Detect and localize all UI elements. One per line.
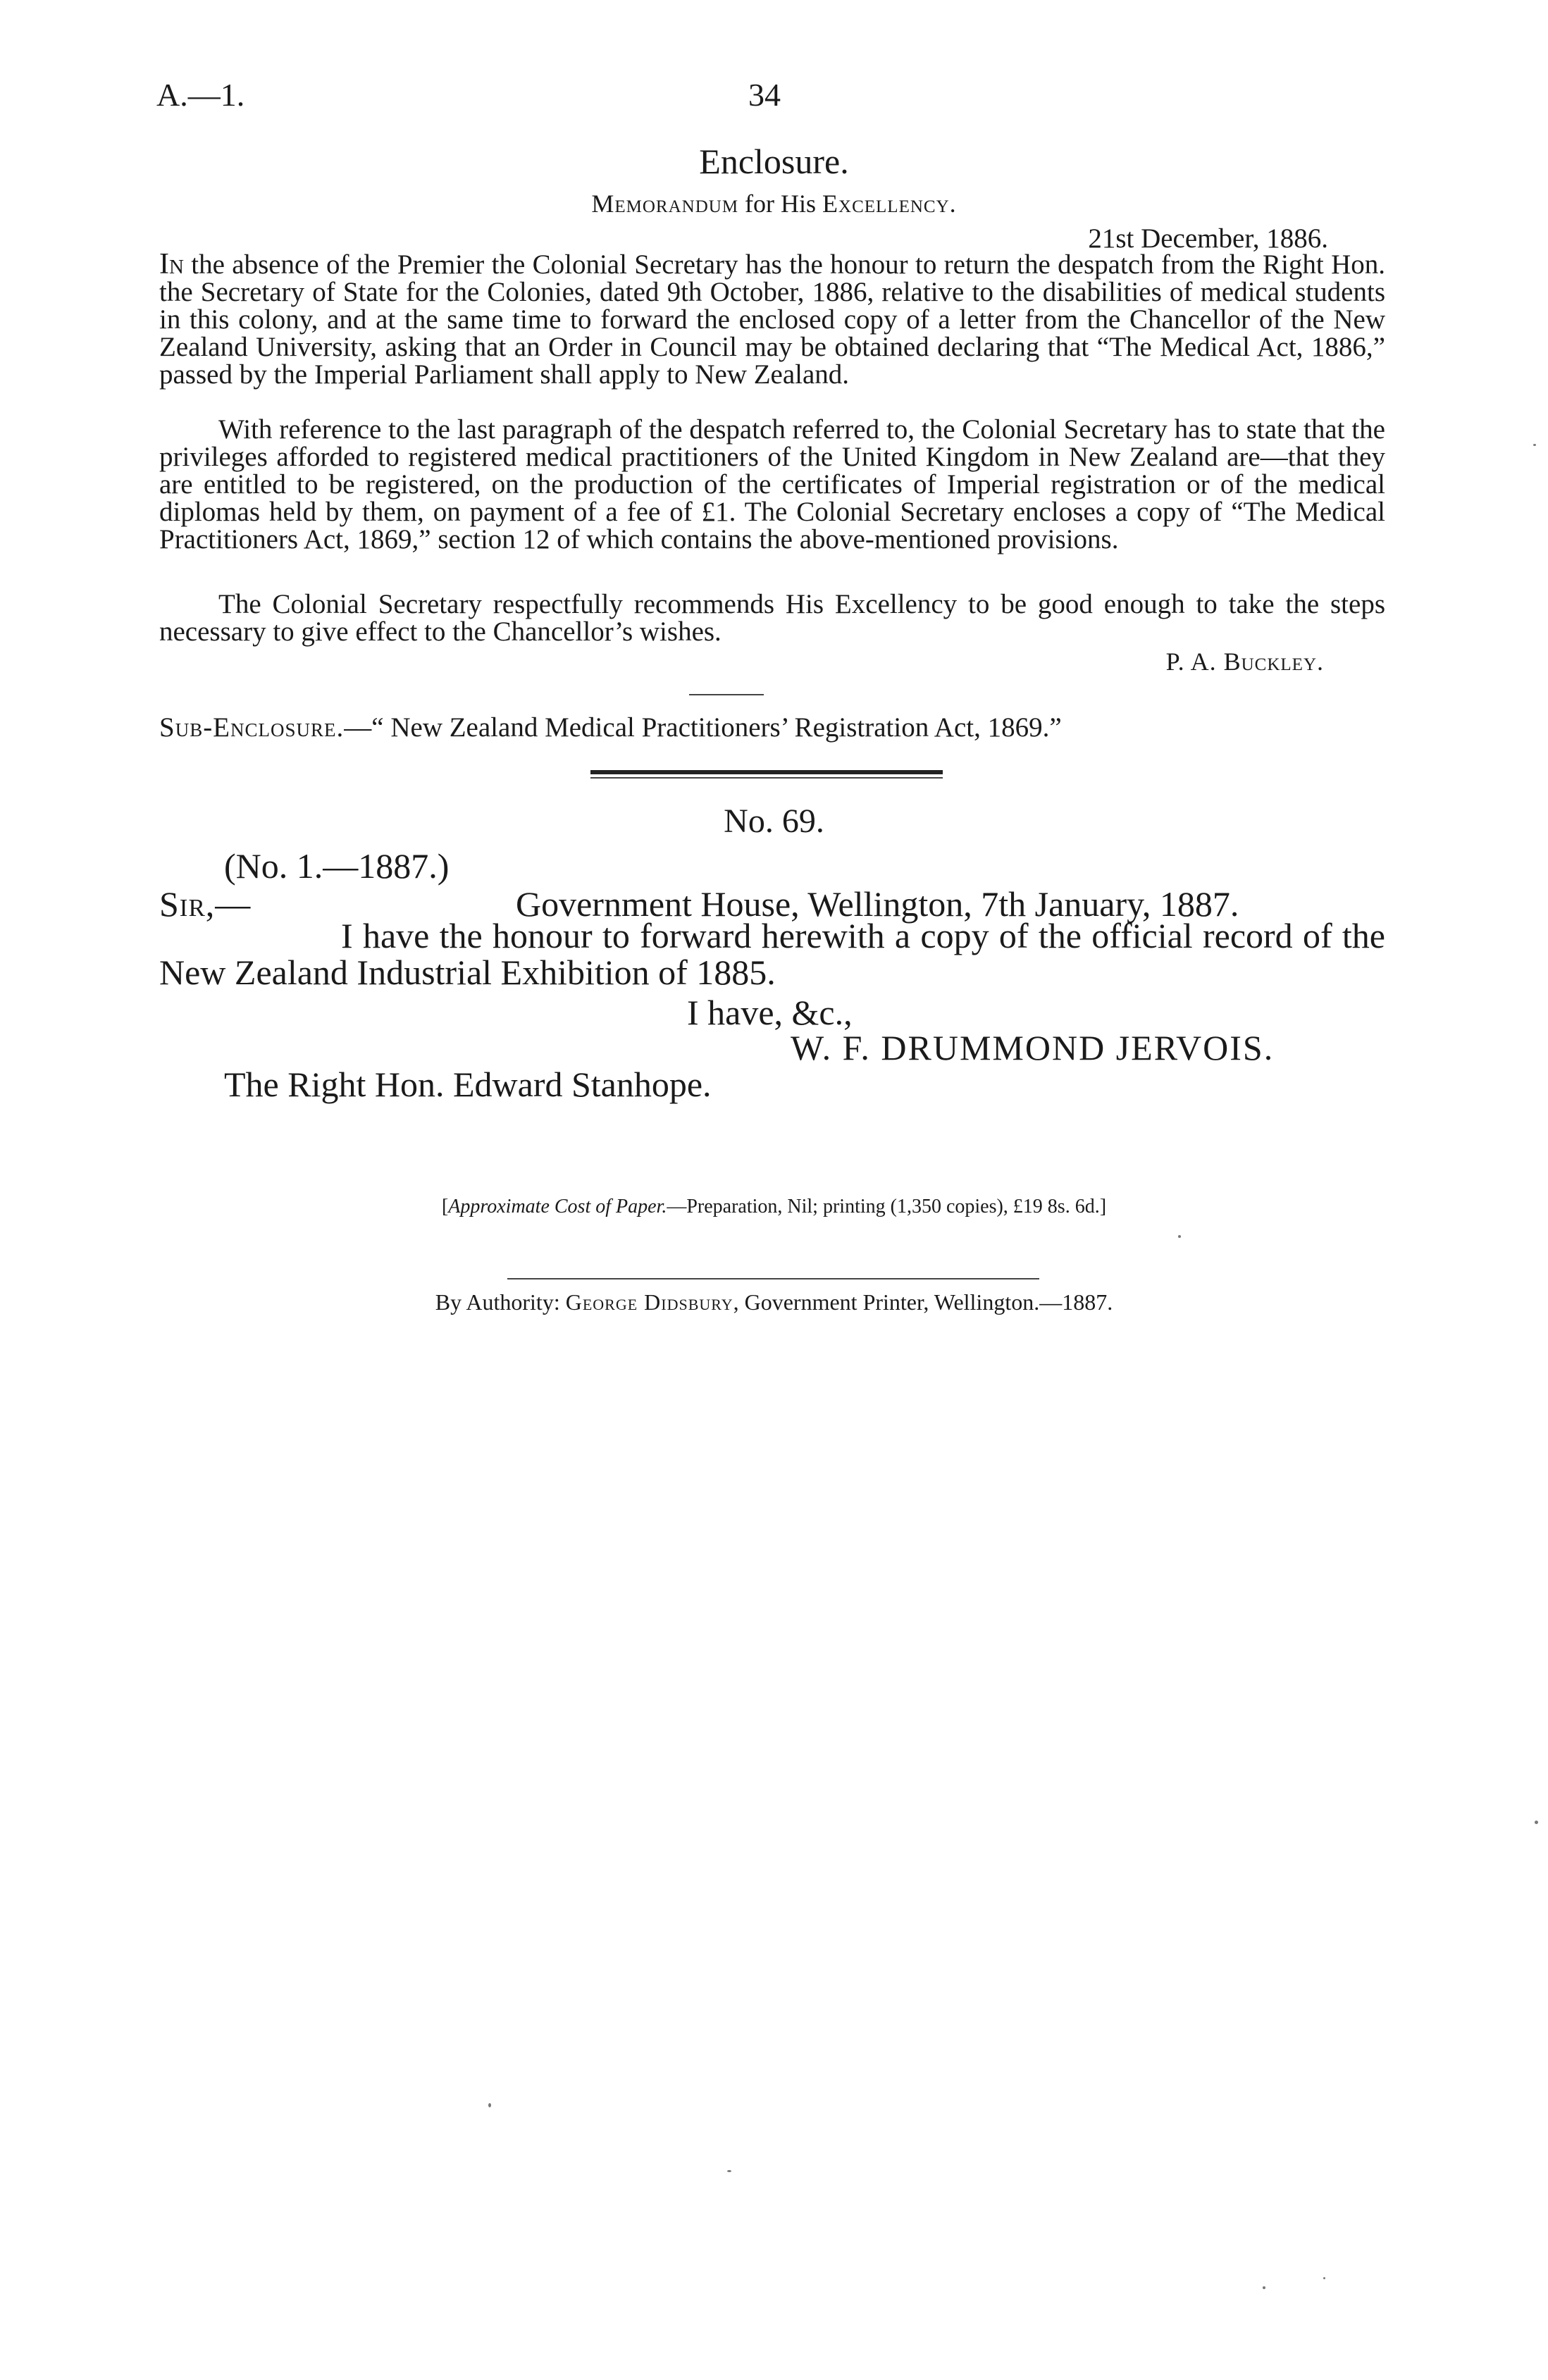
memorandum-date: 21st December, 1886. <box>1088 223 1328 254</box>
section-divider-thick <box>590 770 943 774</box>
scan-speck <box>1323 2277 1325 2279</box>
cost-label: Approximate Cost of Paper. <box>448 1196 667 1217</box>
letter-addressee: The Right Hon. Edward Stanhope. <box>224 1065 712 1104</box>
enclosure-title: Enclosure. <box>699 142 849 181</box>
divider-short <box>689 694 764 695</box>
sub-enclosure-line <box>159 712 1062 743</box>
scan-speck <box>1263 2286 1265 2289</box>
paragraph-1-text: the absence of the Premier the Colonial Secretary has the honour to return the despatch from the Right Hon. the Secretary of State for the Colonies, dated 9th October, 1886, relative to the disabilities of medical students in this colony, and at the same time to forward the enclosed copy of a letter from the Chancellor of the New Zealand University, asking that an Order in Council may be obtained declaring that “The Medical Act, 1886,” passed by the Imperial Parliament shall apply to New Zealand. <box>159 249 1385 390</box>
authority-suffix: , Government Printer, Wellington.—1887. <box>733 1289 1113 1315</box>
letter-location-date: Government House, Wellington, 7th January, 1887. <box>516 884 1239 924</box>
scan-speck <box>727 2170 731 2172</box>
memorandum-recipient: Excellency. <box>822 190 957 218</box>
memorandum-middle: for His <box>738 190 823 218</box>
memorandum-paragraph-1 <box>159 248 1385 390</box>
letter-reference: (No. 1.—1887.) <box>224 846 450 886</box>
scan-speck <box>488 2103 491 2107</box>
memorandum-label: Memorandum <box>591 190 739 218</box>
memorandum-signature: P. A. Buckley. <box>1165 647 1324 676</box>
cost-bracket: [ <box>441 1196 449 1217</box>
letter-closing: I have, &c., <box>687 993 853 1032</box>
cost-details: —Preparation, Nil; printing (1,350 copies), £19 8s. 6d.] <box>667 1196 1107 1217</box>
cost-note <box>0 1196 1548 1218</box>
scan-speck <box>1533 444 1536 446</box>
letter-number: No. 69. <box>724 802 824 840</box>
memorandum-heading <box>0 189 1548 218</box>
sub-enclosure-label: Sub-Enclosure. <box>159 712 345 743</box>
footer-divider <box>507 1278 1039 1279</box>
scan-speck <box>1178 1235 1181 1238</box>
memorandum-paragraph-2: With reference to the last paragraph of the despatch referred to, the Colonial Secretary has to state that the privileges afforded to registered medical practitioners of the United Kingdom in New Zealand are—that they are entitled to be registered, on the production of the certificates of Imperial registration or of the medical diplomas held by them, on payment of a fee of £1. The Colonial Secretary encloses a copy of “The Medical Practitioners Act, 1869,” section 12 of which contains the above-mentioned provisions. <box>159 414 1385 554</box>
scan-speck <box>1535 1821 1538 1824</box>
page-number: 34 <box>748 77 781 113</box>
paragraph-initial-word: In <box>159 248 184 280</box>
authority-prefix: By Authority: <box>435 1289 566 1315</box>
printer-authority <box>0 1289 1548 1315</box>
letter-signature: W. F. DRUMMOND JERVOIS. <box>791 1028 1275 1067</box>
letter-body: I have the honour to forward herewith a copy of the official record of the New Zealand Industrial Exhibition of 1885. <box>159 916 1385 992</box>
sub-enclosure-text: —“ New Zealand Medical Practitioners’ Registration Act, 1869.” <box>344 712 1062 743</box>
printer-name: George Didsbury <box>565 1289 733 1315</box>
letter-salutation: Sir,— <box>159 884 252 924</box>
section-divider-thin <box>590 777 943 779</box>
memorandum-paragraph-3: The Colonial Secretary respectfully recommends His Excellency to be good enough to take the steps necessary to give effect to the Chancellor’s wishes. <box>159 589 1385 647</box>
document-reference: A.—1. <box>156 77 245 113</box>
